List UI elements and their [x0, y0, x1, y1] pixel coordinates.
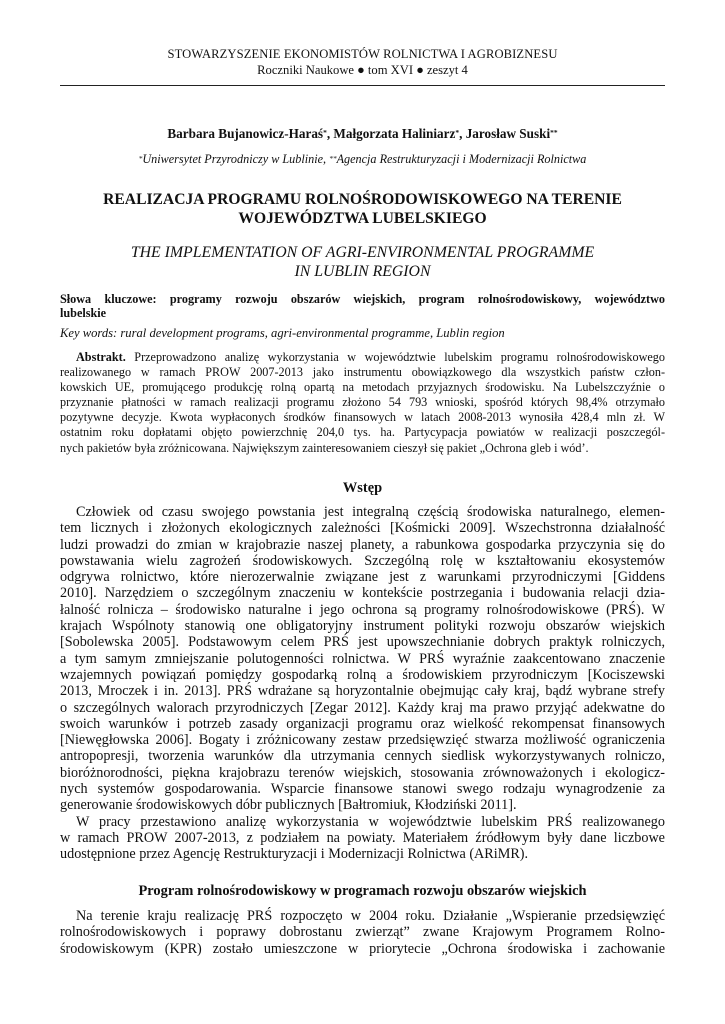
abstract-line: pozytywne decyzje. Kwota wypłaconych środków finansowych w latach 2008-2013 wynosiła 428,4 mln zł. W: [60, 410, 665, 425]
abstract-line: realizowanego w ramach PROW 2007-2013 jako instrumentu obowiązkowego dla wszystkich państw człon-: [60, 365, 665, 380]
body-line: swoich warunków i potrzeb zasady organizacji programu oraz wielkość rekompensat finansowych: [60, 715, 665, 732]
body-line: [Niewęgłowska 2006]. Bogaty i zróżnicowany zestaw przedsięwzięć stwarza możliwość ograniczenia: [60, 732, 665, 749]
programme-body: [60, 908, 665, 957]
affiliations: [60, 152, 665, 167]
author-name: Małgorzata Haliniarz: [333, 126, 456, 141]
abstract-line: nych pakietów była zróżnicowana. Największym zainteresowaniem cieszył się pakiet „Ochrona gleb i wód’.: [60, 440, 589, 455]
body-line: rolnośrodowiskowych i poprawy dobrostanu zwierząt” zwane Krajowym Programem Rolno-: [60, 924, 665, 941]
body-line: krajach Wspólnoty stanowią one obligatoryjny instrument polityki rozwoju obszarów wiejskich: [60, 618, 665, 635]
body-line: bioróżnorodności, piękna krajobrazu terenów wiejskich, stosowania zrównoważonych i ekologicz-: [60, 764, 665, 781]
title-line: REALIZACJA PROGRAMU ROLNOŚRODOWISKOWEGO NA TERENIE: [103, 191, 622, 208]
paper-title-polish: [60, 190, 665, 228]
introduction-body: [60, 504, 665, 863]
body-line: odgrywa rolnictwo, które nierozerwalnie związane jest z warunkami przyrodniczymi [Giddens: [60, 569, 665, 586]
title-line: THE IMPLEMENTATION OF AGRI-ENVIRONMENTAL PROGRAMME: [130, 244, 595, 261]
body-line: Człowiek od czasu swojego powstania jest integralną częścią środowiska naturalnego, elemen-: [76, 504, 665, 520]
author-separator: ,: [326, 126, 334, 141]
author-separator: ,: [459, 126, 466, 141]
body-line: W pracy przestawiono analizę wykorzystania w województwie lubelskim PRŚ realizowanego: [76, 813, 665, 830]
abstract-label: Abstrakt.: [76, 350, 126, 364]
body-line: a tym samym zmniejszanie polutogenności rolnictwa. W PRŚ wyraźnie zaakcentowano znaczenie: [60, 650, 665, 667]
body-line: nych systemów gospodarowania. Wsparcie finansowe stanowi swego rodzaju wynagrodzenie za: [60, 781, 665, 798]
title-line: IN LUBLIN REGION: [294, 263, 431, 280]
author-name: Jarosław Suski: [465, 126, 551, 141]
paper-title-english: [60, 243, 665, 281]
section-heading-programme: Program rolnośrodowiskowy w programach rozwoju obszarów wiejskich: [138, 883, 587, 899]
keywords-english: Key words: rural development programs, agri-environmental programme, Lublin region: [60, 326, 505, 340]
body-line: wzajemnych powiązań pomiędzy gospodarką rolną a środowiskiem przyrodniczym [Kociszewski: [60, 666, 665, 683]
running-header-org: STOWARZYSZENIE EKONOMISTÓW ROLNICTWA I AGROBIZNESU: [167, 47, 558, 61]
body-line: Na terenie kraju realizację PRŚ rozpoczęto w 2004 roku. Działanie „Wspieranie przedsięwzięć: [76, 908, 665, 924]
abstract-line: przyznanie płatności w ramach realizacji programu złożono 54 793 wnioski, spośród których 98,4% otrzymało: [60, 395, 665, 410]
author-list: [60, 126, 665, 142]
body-line: 2013, Mroczek i in. 2013]. PRŚ wdrażane są horyzontalnie obejmując cały kraj, bądź wybrane strefy: [60, 683, 665, 700]
abstract: [60, 350, 665, 456]
body-line: o szczególnych walorach przyrodniczych [Zegar 2012]. Każdy kraj ma prawo przyjąć adekwatne do: [60, 699, 665, 716]
body-line: udostępnione przez Agencję Restrukturyzacji i Modernizacji Rolnictwa (ARiMR).: [60, 846, 529, 863]
keywords-line: Słowa kluczowe: programy rozwoju obszarów wiejskich, program rolnośrodowiskowy, województwo: [60, 292, 665, 306]
affiliation-text: Agencja Restrukturyzacji i Modernizacji Rolnictwa: [336, 152, 587, 166]
body-line: tem licznych i złożonych ekologicznych zależności [Kośmicki 2009]. Wszechstronna działalność: [60, 520, 665, 537]
keywords-polish: [60, 292, 665, 320]
author-name: Barbara Bujanowicz-Haraś: [167, 126, 324, 141]
affiliation-text: Uniwersytet Przyrodniczy w Lublinie,: [142, 152, 330, 166]
running-header-journal: Roczniki Naukowe ● tom XVI ● zeszyt 4: [257, 63, 468, 77]
body-line: [Sobolewska 2005]. Podstawowym celem PRŚ jest upowszechnianie dobrych praktyk rolniczych,: [60, 634, 665, 651]
author-mark: *: [455, 128, 460, 137]
author-mark: **: [550, 128, 558, 137]
author-mark: *: [323, 128, 327, 137]
keywords-line: lubelskie: [60, 306, 107, 320]
body-line: generowanie środowiskowych dóbr publicznych [Bałtromiuk, Kłodziński 2011].: [60, 797, 517, 814]
abstract-line: [60, 350, 665, 365]
affiliation-mark: *: [138, 154, 143, 163]
title-line: WOJEWÓDZTWA LUBELSKIEGO: [238, 210, 487, 227]
header-rule: [60, 85, 665, 86]
section-heading-introduction: Wstęp: [342, 480, 383, 496]
abstract-text: Przeprowadzono analizę wykorzystania w województwie lubelskim programu rolnośrodowiskowego: [125, 350, 665, 364]
abstract-line: kowskich UE, promującego produkcję rolną opartą na metodach przyjaznych środowisku. Na Lubelszczyźnie o: [60, 380, 665, 395]
body-line: powstawania wielu zagrożeń środowiskowych. Szczególną rolę w kształtowaniu ekosystemów: [60, 552, 665, 569]
abstract-line: ostatnim roku dopłatami objęto powierzchnię 204,0 tys. ha. Partycypacja powiatów w realizacji poszczegól-: [60, 425, 665, 440]
affiliation-mark: **: [329, 154, 337, 163]
body-line: 2010]. Narzędziem o szczególnym znaczeniu w kontekście postrzegania i budowania relacji dzia-: [60, 585, 665, 602]
body-line: łalność rolnicza – środowisko naturalne i jego ochrona są programy rolnośrodowiskowe (PRŚ). W: [60, 601, 665, 618]
body-line: w ramach PROW 2007-2013, z podziałem na powiaty. Materiałem źródłowym były dane liczbowe: [60, 829, 665, 846]
body-line: antropopresji, tworzenia warunków dla utrzymania cennych siedlisk wykorzystywanych rolniczo,: [60, 748, 665, 765]
body-line: środowiskowym (KPR) zostało umieszczone w priorytecie „Ochrona środowiska i zachowanie: [60, 940, 665, 957]
body-line: ludzi prowadzi do zmian w krajobrazie naszej planety, a rabunkowa gospodarka przyczynia się do: [60, 536, 665, 553]
